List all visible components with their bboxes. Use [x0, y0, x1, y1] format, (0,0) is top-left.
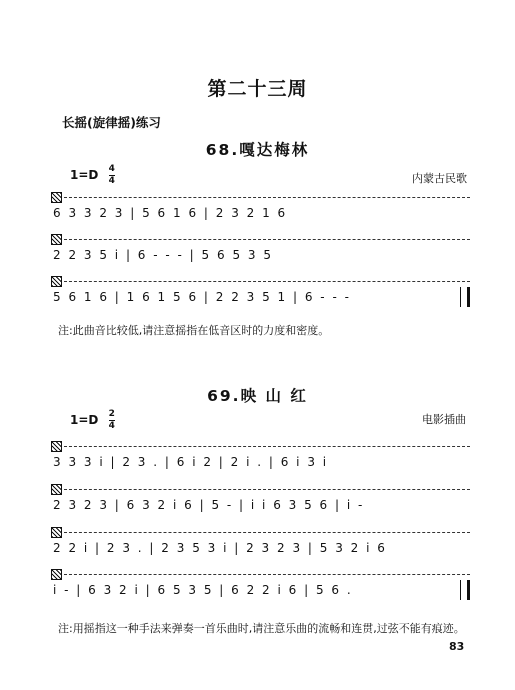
- week-title: 第二十三周: [207, 78, 308, 100]
- song2-time-signature: [109, 410, 115, 431]
- tremolo-mark-icon: [51, 234, 62, 245]
- song2-staff-row: [50, 484, 470, 514]
- song2-staff-row: [50, 569, 470, 599]
- tremolo-dash-line: [64, 532, 470, 533]
- final-barline: [460, 580, 470, 600]
- tremolo-mark-icon: [51, 569, 62, 580]
- notation-line: 3 3 3 i | 2 3 . | 6 i 2 | 2 i . | 6 i 3 i: [53, 455, 328, 469]
- song1-time-bottom: 4: [108, 176, 115, 186]
- tremolo-dash-line: [64, 239, 470, 240]
- song1-time-top: 4: [108, 164, 115, 174]
- song-title-2: 69.映 山 红: [207, 387, 308, 405]
- tremolo-dash-line: [64, 281, 470, 282]
- notation-line: 2 3 2 3 | 6 3 2 i 6 | 5 - | i i 6 3 5 6 | i -: [53, 498, 364, 512]
- exercise-subtitle: 长摇(旋律摇)练习: [62, 115, 161, 130]
- final-barline: [460, 287, 470, 307]
- notation-line: 6 3 3 2 3 | 5 6 1 6 | 2 3 2 1 6: [53, 206, 287, 220]
- notation-line: 2 2 3 5 i | 6 - - - | 5 6 5 3 5: [53, 248, 272, 262]
- tremolo-dash-line: [64, 197, 470, 198]
- song1-staff-row: [50, 234, 470, 264]
- tremolo-mark-icon: [51, 527, 62, 538]
- song1-key: 1=D: [70, 168, 99, 182]
- notation-line: i - | 6 3 2 i | 6 5 3 5 | 6 2 2 i 6 | 5 6 .: [53, 583, 352, 597]
- notation-line: 2 2 i | 2 3 . | 2 3 5 3 i | 2 3 2 3 | 5 3 2 i 6: [53, 541, 386, 555]
- song2-time-bottom: 4: [108, 421, 115, 431]
- song2-staff-row: [50, 527, 470, 557]
- song1-origin: 内蒙古民歌: [412, 172, 467, 185]
- tremolo-mark-icon: [51, 192, 62, 203]
- song1-staff-row: [50, 192, 470, 222]
- tremolo-dash-line: [64, 446, 470, 447]
- tremolo-mark-icon: [51, 441, 62, 452]
- page-number: 83: [449, 640, 465, 653]
- notation-line: 5 6 1 6 | 1 6 1 5 6 | 2 2 3 5 1 | 6 - - -: [53, 290, 350, 304]
- song1-key-signature: [70, 165, 115, 186]
- tremolo-mark-icon: [51, 276, 62, 287]
- tremolo-dash-line: [64, 489, 470, 490]
- song2-staff-row: [50, 441, 470, 471]
- tremolo-mark-icon: [51, 484, 62, 495]
- tremolo-dash-line: [64, 574, 470, 575]
- song-title-1: 68.嘎达梅林: [205, 141, 310, 159]
- song1-staff-row: [50, 276, 470, 306]
- song2-footnote: 注:用摇指这一种手法来弹奏一首乐曲时,请注意乐曲的流畅和连贯,过弦不能有痕迹。: [58, 622, 465, 635]
- song2-origin: 电影插曲: [422, 413, 466, 426]
- song1-footnote: 注:此曲音比较低,请注意摇指在低音区时的力度和密度。: [58, 324, 330, 337]
- song2-key-signature: [70, 410, 115, 431]
- song2-key: 1=D: [70, 413, 99, 427]
- song1-time-signature: [109, 165, 115, 186]
- song2-time-top: 2: [108, 409, 115, 419]
